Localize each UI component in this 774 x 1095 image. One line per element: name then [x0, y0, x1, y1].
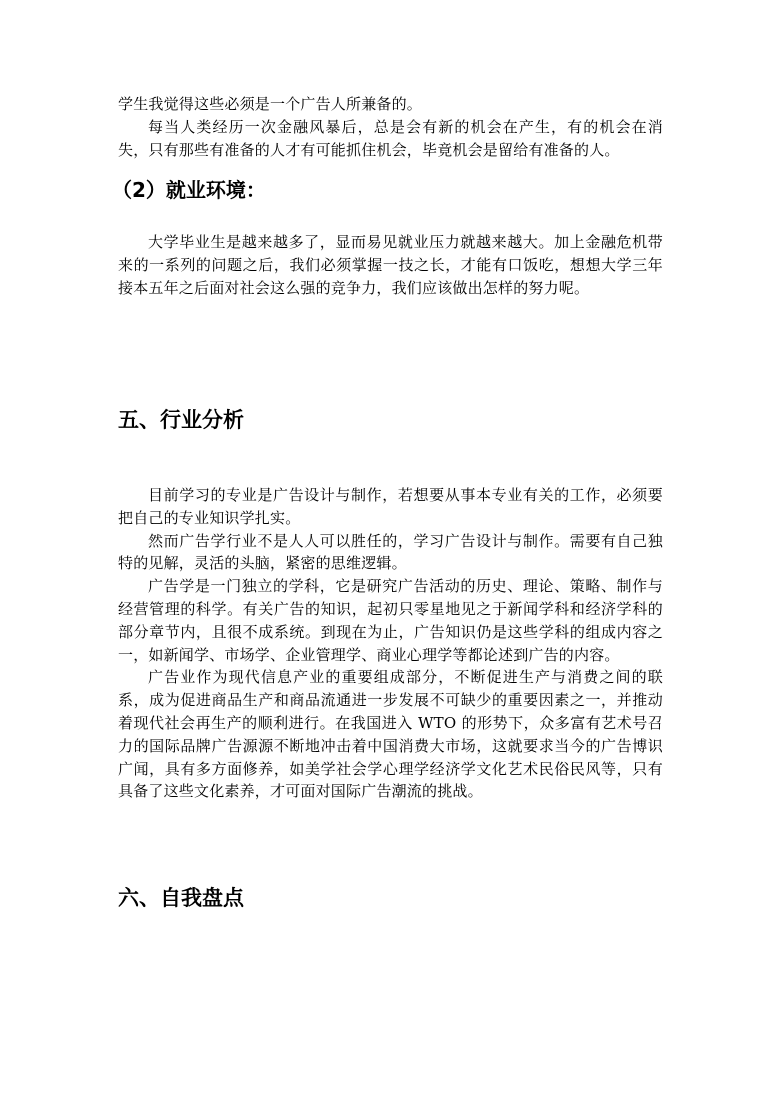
paragraph-industry-2: 然而广告学行业不是人人可以胜任的，学习广告设计与制作。需要有自己独特的见解，灵活的头脑，紧密的思维逻辑。 [118, 531, 663, 573]
intro-line: 学生我觉得这些必须是一个广告人所兼备的。 [118, 95, 423, 113]
paragraph-employment: 大学毕业生是越来越多了，显而易见就业压力就越来越大。加上金融危机带来的一系列的问题之后，我们必须掌握一技之长，才能有口饭吃，想想大学三年接本五年之后面对社会这么强的竞争力，我们应该做出怎样的努力呢。 [118, 233, 663, 297]
subheading-employment: （2）就业环境： [112, 178, 266, 202]
paragraph-industry-4: 广告业作为现代信息产业的重要组成部分，不断促进生产与消费之间的联系，成为促进商品生产和商品流通进一步发展不可缺少的重要因素之一，并推动着现代社会再生产的顺利进行。在我国进入 WTO 的形势下，众多富有艺术号召力的国际品牌广告源源不断地冲击着中国消费大市场，这就要求当今的广告博识广闻，具有多方面修养，如美学社会学心理学经济学文化艺术民俗民风等，只有具备了这些文化素养，才可面对国际广告潮流的挑战。 [118, 668, 663, 801]
intro-block [118, 93, 663, 161]
paragraph-crisis: 每当人类经历一次金融风暴后，总是会有新的机会在产生，有的机会在消失，只有那些有准备的人才有可能抓住机会，毕竟机会是留给有准备的人。 [118, 117, 663, 159]
paragraph-industry-3: 广告学是一门独立的学科，它是研究广告活动的历史、理论、策略、制作与经营管理的科学。有关广告的知识，起初只零星地见之于新闻学科和经济学科的部分章节内，且很不成系统。到现在为止，广告知识仍是这些学科的组成内容之一，如新闻学、市场学、企业管理学、商业心理学等都论述到广告的内容。 [118, 577, 663, 664]
section-title-self-review: 六、自我盘点 [118, 886, 244, 910]
paragraph-industry-1: 目前学习的专业是广告设计与制作，若想要从事本专业有关的工作，必须要把自己的专业知识学扎实。 [118, 486, 663, 527]
industry-block [118, 484, 663, 803]
employment-block [118, 231, 663, 299]
section-title-industry: 五、行业分析 [118, 408, 244, 432]
